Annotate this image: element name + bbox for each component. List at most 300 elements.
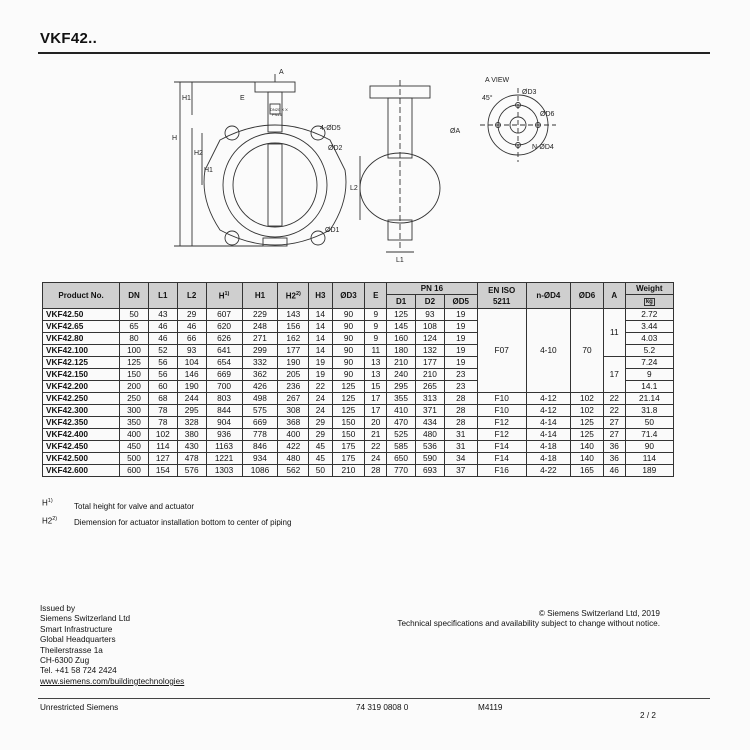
cell-d2: 313 [416,393,445,405]
cell-h1: 575 [242,405,278,417]
cell-weight: 2.72 [625,309,673,321]
cell-h1: 332 [242,357,278,369]
disclaimer-line: Technical specifications and availability subject to change without notice. [397,619,660,629]
issued-line: Siemens Switzerland Ltd [40,614,131,624]
footer-doc-number: 74 319 0808 0 [356,703,409,712]
cell-d2: 434 [416,417,445,429]
cell-h: 1303 [206,465,242,477]
cell-h: 654 [206,357,242,369]
cell-l1: 78 [148,417,177,429]
issued-line: Theilerstrasse 1a [40,645,103,655]
footnote-h2-text: Diemension for actuator installation bottom to center of piping [74,518,292,527]
issued-line: Tel. +41 58 724 2424 [40,666,117,676]
cell-h3: 19 [309,369,332,381]
col-iso: EN ISO 5211 [477,283,526,309]
issued-block [40,604,184,687]
cell-d1: 295 [387,381,416,393]
cell-d2: 108 [416,321,445,333]
cell-l1: 68 [148,393,177,405]
cell-a: 36 [603,441,625,453]
cell-d1: 125 [387,309,416,321]
cell-weight: 9 [625,369,673,381]
label-d4: N-ØD4 [532,144,554,151]
col-dn: DN [120,283,149,309]
issued-line: Global Headquarters [40,635,116,645]
cell-d5: 23 [444,381,477,393]
cell-d1: 650 [387,453,416,465]
cell-l1: 56 [148,369,177,381]
cell-h3: 29 [309,417,332,429]
cell-d2: 177 [416,357,445,369]
cell-d3: 90 [332,333,365,345]
table-row [43,405,674,417]
cell-h1: 669 [242,417,278,429]
cell-d2: 124 [416,333,445,345]
spec-table [42,282,674,477]
cell-weight: 3.44 [625,321,673,333]
issued-line: CH-6300 Zug [40,656,90,666]
cell-h2: 480 [278,453,309,465]
cell-d5: 28 [444,405,477,417]
footer-rule [38,698,710,699]
footnote-h: $H^{1)}$ [42,498,53,508]
cell-l1: 52 [148,345,177,357]
col-h: $H^{1)}$ [206,283,242,309]
col-a: A [603,283,625,309]
cell-h: 936 [206,429,242,441]
copyright-block [397,609,660,630]
cell-l1: 43 [148,309,177,321]
cell-l2: 104 [177,357,206,369]
cell-e: 17 [365,393,387,405]
cell-pn: VKF42.150 [43,369,120,381]
cell-nd4: 4-18 [526,441,570,453]
cell-d2: 693 [416,465,445,477]
cell-h2: 143 [278,309,309,321]
cell-e: 9 [365,321,387,333]
cell-weight: 5.2 [625,345,673,357]
cell-h: 641 [206,345,242,357]
cell-e: 21 [365,429,387,441]
cell-h: 1221 [206,453,242,465]
cell-d2: 371 [416,405,445,417]
valve-drawing [160,60,580,275]
cell-l1: 60 [148,381,177,393]
cell-e: 28 [365,465,387,477]
cell-h1: 846 [242,441,278,453]
cell-iso: F12 [477,429,526,441]
cell-a: 27 [603,417,625,429]
cell-h2: 308 [278,405,309,417]
cell-pn: VKF42.600 [43,465,120,477]
cell-d5: 19 [444,333,477,345]
label-d5: 4-ØD5 [320,125,341,132]
cell-d1: 210 [387,357,416,369]
cell-l1: 114 [148,441,177,453]
cell-dn: 300 [120,405,149,417]
cell-d3: 90 [332,345,365,357]
cell-dn: 200 [120,381,149,393]
cell-d3: 175 [332,441,365,453]
page-title: VKF42.. [40,30,98,47]
label-h: H [172,135,178,142]
label-a: A [279,69,284,76]
plate-text-1: DN20 X X [270,107,288,112]
footer-code: M4119 [478,703,503,712]
cell-dn: 400 [120,429,149,441]
cell-d5: 31 [444,441,477,453]
cell-d3: 90 [332,309,365,321]
cell-pn: VKF42.400 [43,429,120,441]
cell-dn: 150 [120,369,149,381]
cell-d3: 90 [332,321,365,333]
cell-h3: 50 [309,465,332,477]
cell-a: 22 [603,393,625,405]
cell-d2: 93 [416,309,445,321]
cell-weight: 7.24 [625,357,673,369]
table-row [43,309,674,321]
cell-nd4: 4-22 [526,465,570,477]
cell-l2: 328 [177,417,206,429]
cell-l2: 295 [177,405,206,417]
cell-iso: F16 [477,465,526,477]
body-outer-circle [223,133,327,237]
cell-pn: VKF42.50 [43,309,120,321]
cell-h: 904 [206,417,242,429]
cell-weight: 189 [625,465,673,477]
cell-dn: 450 [120,441,149,453]
cell-d3: 125 [332,381,365,393]
plate-text-2: PN16 [272,112,283,117]
cell-iso: F14 [477,441,526,453]
cell-d1: 525 [387,429,416,441]
cell-e: 15 [365,381,387,393]
cell-a: 36 [603,453,625,465]
cell-h1: 229 [242,309,278,321]
cell-d6: 125 [571,429,604,441]
cell-d3: 125 [332,393,365,405]
cell-h1: 934 [242,453,278,465]
table-header-row [43,283,674,295]
cell-l2: 46 [177,321,206,333]
table-row [43,429,674,441]
cell-d2: 590 [416,453,445,465]
cell-d3: 150 [332,429,365,441]
cell-d1: 145 [387,321,416,333]
cell-h2: 267 [278,393,309,405]
cell-d3: 90 [332,369,365,381]
cell-merged-d6: 70 [571,309,604,393]
cell-h1: 299 [242,345,278,357]
cell-d6: 102 [571,405,604,417]
cell-l1: 102 [148,429,177,441]
cell-l2: 146 [177,369,206,381]
cell-h: 803 [206,393,242,405]
col-weight: Weight [625,283,673,295]
issued-line: Smart Infrastructure [40,624,113,634]
cell-d3: 90 [332,357,365,369]
col-h3: H3 [309,283,332,309]
label-l1: L1 [396,257,404,264]
col-product: Product No. [43,283,120,309]
cell-l2: 29 [177,309,206,321]
col-l2: L2 [177,283,206,309]
cell-pn: VKF42.450 [43,441,120,453]
cell-nd4: 4-14 [526,417,570,429]
label-a-view: A VIEW [485,77,510,84]
cell-a: 22 [603,405,625,417]
label-d2: ØD2 [328,145,343,152]
cell-d1: 585 [387,441,416,453]
cell-d6: 165 [571,465,604,477]
cell-merged-a2: 17 [603,357,625,393]
cell-pn: VKF42.100 [43,345,120,357]
cell-pn: VKF42.350 [43,417,120,429]
cell-h3: 45 [309,441,332,453]
cell-dn: 65 [120,321,149,333]
cell-pn: VKF42.200 [43,381,120,393]
footer-page: 2 / 2 [640,711,656,720]
cell-h3: 19 [309,357,332,369]
cell-e: 22 [365,441,387,453]
cell-l2: 244 [177,393,206,405]
cell-d5: 28 [444,393,477,405]
label-d3: ØD3 [522,89,537,96]
col-d6: ØD6 [571,283,604,309]
cell-dn: 600 [120,465,149,477]
label-e: E [240,95,245,102]
cell-e: 9 [365,309,387,321]
cell-e: 11 [365,345,387,357]
cell-weight: 31.8 [625,405,673,417]
cell-h: 700 [206,381,242,393]
cell-weight: 50 [625,417,673,429]
cell-a: 46 [603,465,625,477]
cell-d6: 140 [571,453,604,465]
col-d1: D1 [387,295,416,309]
body-inner-circle [233,143,317,227]
cell-l2: 93 [177,345,206,357]
cell-nd4: 4-12 [526,405,570,417]
cell-pn: VKF42.250 [43,393,120,405]
cell-d3: 125 [332,405,365,417]
cell-d2: 132 [416,345,445,357]
cell-weight: 14.1 [625,381,673,393]
cell-dn: 50 [120,309,149,321]
cell-iso: F14 [477,453,526,465]
footer-classification: Unrestricted Siemens [40,703,119,712]
cell-l2: 430 [177,441,206,453]
cell-h2: 162 [278,333,309,345]
cell-h1: 248 [242,321,278,333]
cell-h: 669 [206,369,242,381]
col-h2: H2$^{2)}$ [278,283,309,309]
cell-l2: 380 [177,429,206,441]
cell-d3: 175 [332,453,365,465]
table-row [43,417,674,429]
cell-dn: 500 [120,453,149,465]
cell-h2: 562 [278,465,309,477]
cell-dn: 125 [120,357,149,369]
cell-h3: 14 [309,333,332,345]
cell-weight: 21.14 [625,393,673,405]
cell-d1: 355 [387,393,416,405]
cell-dn: 250 [120,393,149,405]
table-body [43,309,674,477]
cell-nd4: 4-14 [526,429,570,441]
cell-l1: 154 [148,465,177,477]
cell-l2: 66 [177,333,206,345]
cell-d5: 19 [444,309,477,321]
label-45: 45° [482,95,493,102]
cell-e: 9 [365,333,387,345]
cell-h3: 45 [309,453,332,465]
cell-l1: 56 [148,357,177,369]
cell-d2: 480 [416,429,445,441]
cell-pn: VKF42.80 [43,333,120,345]
label-h1: H1 [204,167,213,174]
cell-e: 13 [365,357,387,369]
footnote-h-text: Total height for valve and actuator [74,502,195,511]
cell-d5: 19 [444,321,477,333]
col-weight-unit [625,295,673,309]
cell-h1: 1086 [242,465,278,477]
cell-weight: 114 [625,453,673,465]
footnote-h2: H2$^{2)}$ [42,516,58,526]
cell-h3: 14 [309,321,332,333]
cell-d2: 265 [416,381,445,393]
cell-h2: 205 [278,369,309,381]
cell-h1: 778 [242,429,278,441]
siemens-link[interactable]: www.siemens.com/buildingtechnologies [40,676,185,686]
cell-d2: 210 [416,369,445,381]
cell-e: 24 [365,453,387,465]
cell-pn: VKF42.300 [43,405,120,417]
cell-d5: 34 [444,453,477,465]
cell-h3: 29 [309,429,332,441]
cell-h1: 271 [242,333,278,345]
cell-h3: 24 [309,393,332,405]
col-pn16: PN 16 [387,283,478,295]
lug-top-left [225,126,239,140]
cell-pn: VKF42.65 [43,321,120,333]
label-h2: H2 [194,150,203,157]
cell-d5: 31 [444,429,477,441]
cell-weight: 90 [625,441,673,453]
table-row [43,453,674,465]
cell-h: 620 [206,321,242,333]
cell-h1: 362 [242,369,278,381]
cell-d1: 160 [387,333,416,345]
col-h1: H1 [242,283,278,309]
cell-l1: 46 [148,333,177,345]
valve-disc [268,144,282,226]
cell-h1: 498 [242,393,278,405]
cell-h2: 368 [278,417,309,429]
cell-l2: 576 [177,465,206,477]
cell-h: 844 [206,405,242,417]
cell-pn: VKF42.500 [43,453,120,465]
cell-d1: 410 [387,405,416,417]
cell-d3: 150 [332,417,365,429]
cell-iso: F12 [477,417,526,429]
label-h1-top: H1 [182,95,191,102]
col-d5: ØD5 [444,295,477,309]
copyright-line: © Siemens Switzerland Ltd, 2019 [538,609,660,618]
issued-line: Issued by [40,604,76,613]
label-l2: L2 [350,185,358,192]
cell-h2: 236 [278,381,309,393]
cell-d5: 37 [444,465,477,477]
cell-h: 626 [206,333,242,345]
cell-d6: 140 [571,441,604,453]
cell-a: 27 [603,429,625,441]
cell-e: 17 [365,405,387,417]
cell-nd4: 4-18 [526,453,570,465]
cell-merged-a1: 11 [603,309,625,357]
table-row [43,441,674,453]
label-d6: ØD6 [540,111,555,118]
cell-e: 20 [365,417,387,429]
cell-l1: 127 [148,453,177,465]
cell-l1: 46 [148,321,177,333]
cell-dn: 80 [120,333,149,345]
cell-dn: 100 [120,345,149,357]
cell-nd4: 4-12 [526,393,570,405]
cell-d1: 240 [387,369,416,381]
cell-d1: 180 [387,345,416,357]
cell-d1: 470 [387,417,416,429]
cell-d5: 28 [444,417,477,429]
cell-merged-iso: F07 [477,309,526,393]
cell-d1: 770 [387,465,416,477]
label-oa: ØA [450,128,461,135]
col-nd4: n-ØD4 [526,283,570,309]
cell-h3: 22 [309,381,332,393]
cell-h2: 177 [278,345,309,357]
cell-h: 607 [206,309,242,321]
cell-pn: VKF42.125 [43,357,120,369]
cell-e: 13 [365,369,387,381]
col-l1: L1 [148,283,177,309]
col-d3: ØD3 [332,283,365,309]
cell-iso: F10 [477,393,526,405]
cell-h3: 24 [309,405,332,417]
cell-h2: 190 [278,357,309,369]
cell-l2: 190 [177,381,206,393]
cell-dn: 350 [120,417,149,429]
cell-d5: 23 [444,369,477,381]
cell-h2: 422 [278,441,309,453]
col-d2: D2 [416,295,445,309]
cell-h3: 14 [309,309,332,321]
cell-h: 1163 [206,441,242,453]
cell-merged-nd4: 4-10 [526,309,570,393]
title-rule [38,52,710,54]
cell-weight: 71.4 [625,429,673,441]
cell-d5: 19 [444,345,477,357]
label-d1: ØD1 [325,227,340,234]
actuator-flange [255,82,295,92]
cell-d6: 102 [571,393,604,405]
cell-d2: 536 [416,441,445,453]
cell-d5: 19 [444,357,477,369]
cell-weight: 4.03 [625,333,673,345]
cell-d3: 210 [332,465,365,477]
cell-h1: 426 [242,381,278,393]
cell-h2: 400 [278,429,309,441]
cell-iso: F10 [477,405,526,417]
